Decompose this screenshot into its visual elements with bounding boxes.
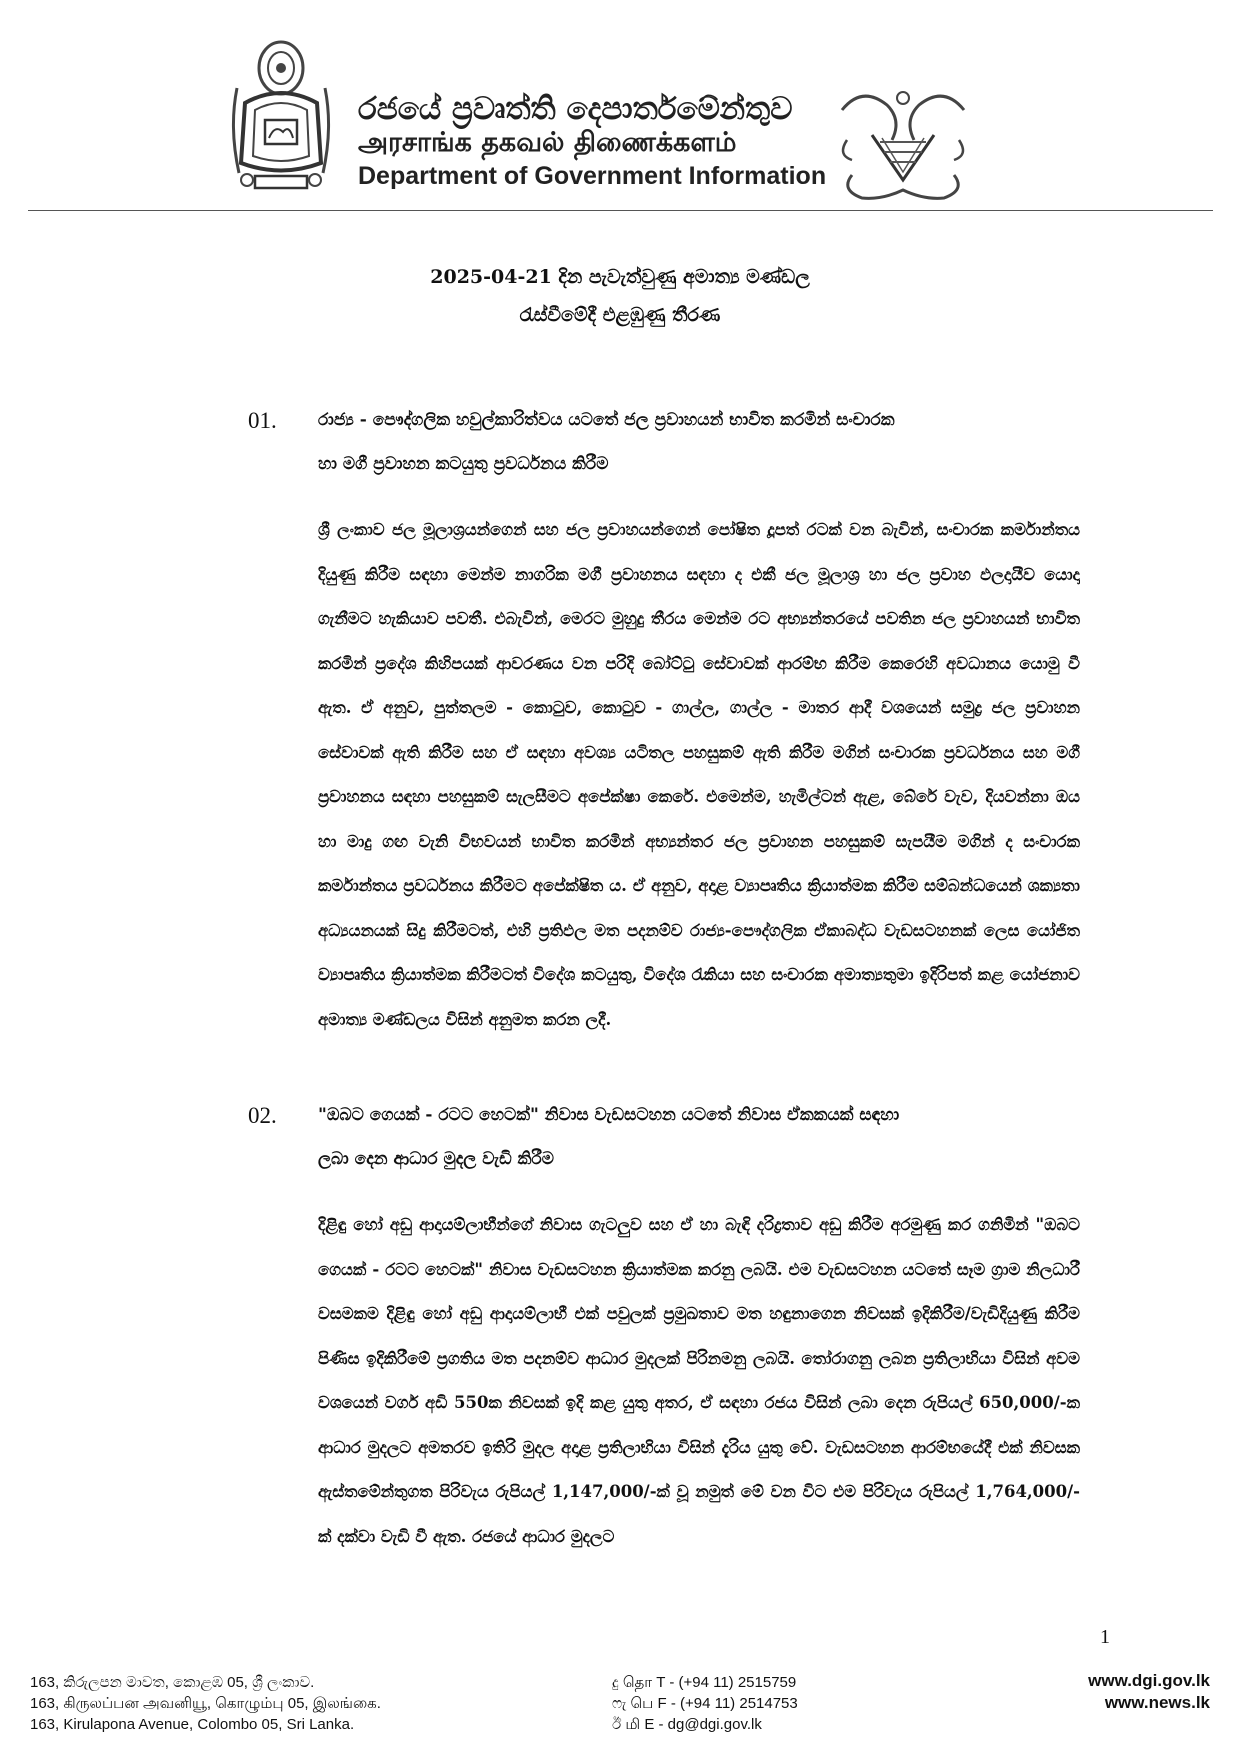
address-sinhala: 163, කිරුලපන මාවත, කොළඹ 05, ශ්‍රී ලංකාව. — [30, 1674, 315, 1691]
item-heading-line-2: හා මගී ප්‍රවාහන කටයුතු ප්‍රවර්ධනය කිරීම — [318, 454, 609, 474]
website-link[interactable]: www.news.lk — [1104, 1693, 1210, 1712]
title-line-2: රැස්වීමේදී එළඹුණු තීරණ — [519, 304, 721, 326]
item-heading-line-1: රාජ්‍ය - පෞද්ගලික හවුල්කාරිත්වය යටතේ ජල ප්‍රවාහයන් භාවිත කරමින් සංචාරක — [318, 410, 895, 430]
footer-address — [30, 1672, 510, 1735]
page-number: 1 — [1100, 1626, 1110, 1648]
footer-contacts — [612, 1672, 912, 1735]
item-heading-line-1: "ඔබට ගෙයක් - රටට හෙටක්" නිවාස වැඩසටහන යටතේ නිවාස ඒකකයක් සඳහා — [318, 1105, 900, 1125]
item-paragraph: දිළිඳු හෝ අඩු ආදායම්ලාභීන්ගේ නිවාස ගැටලුව සහ ඒ හා බැඳි දරිද්‍රතාව අඩු කිරීම අරමුණු කර ගනිමින් "ඔබට ගෙයක් - රටට හෙටක්" නිවාස වැඩසටහන ක්‍රියාත්මක කරනු ලබයි. එම වැඩසටහන යටතේ සෑම ග්‍රාම නිලධාරී වසමකම දිළිඳු හෝ අඩු ආදායම්ලාභී එක් පවුලක් ප්‍රමුඛතාව මත හඳුනාගෙන නිවසක් ඉදිකිරීම/වැඩිදියුණු කිරීම පිණිස ඉදිකිරීමේ ප්‍රගතිය මත පදනම්ව ආධාර මුදලක් පිරිනමනු ලබයි. තෝරාගනු ලබන ප්‍රතිලාභියා විසින් අවම වශයෙන් වර්ග අඩි 550ක නිවසක් ඉදි කළ යුතු අතර, ඒ සඳහා රජය විසින් ලබා දෙන රුපියල් 650,000/-ක ආධාර මුදලට අමතරව ඉතිරි මුදල අදාළ ප්‍රතිලාභියා විසින් දැරිය යුතු වේ. වැඩසටහන ආරම්භයේදී එක් නිවසක ඇස්තමේන්තුගත පිරිවැය රුපියල් 1,147,000/-ක් වූ නමුත් මේ වන විට එම පිරිවැය රුපියල් 1,764,000/-ක් දක්වා වැඩි වී ඇත. රජයේ ආධාර මුදලට — [318, 1215, 1080, 1546]
footer — [0, 1660, 1240, 1754]
website-link[interactable]: www.dgi.gov.lk — [1088, 1671, 1210, 1690]
letterhead — [0, 0, 1240, 215]
department-name-block — [358, 92, 828, 192]
item-number: 02. — [248, 1103, 277, 1128]
document-title — [300, 258, 940, 334]
department-name-english: Department of Government Information — [358, 162, 827, 190]
header-divider — [28, 210, 1213, 211]
item-heading-line-2: ලබා දෙන ආධාර මුදල වැඩි කිරීම — [318, 1149, 554, 1169]
address-english: 163, Kirulapona Avenue, Colombo 05, Sri Lanka. — [30, 1716, 355, 1733]
footer-websites — [1000, 1670, 1210, 1714]
decorative-ornament-icon — [832, 80, 974, 205]
phone-number: දු தொ T - (+94 11) 2515759 — [612, 1674, 797, 1691]
email-address[interactable]: ඊ மி E - dg@dgi.gov.lk — [612, 1716, 762, 1733]
department-name-tamil: அரசாங்க தகவல் திணைக்களம் — [358, 127, 737, 158]
department-name-sinhala: රජයේ ප්‍රවෘත්ති දෙපාර්තමේන්තුව — [358, 91, 793, 127]
item-paragraph: ශ්‍රී ලංකාව ජල මූලාශ්‍රයන්ගෙන් සහ ජල ප්‍රවාහයන්ගෙන් පෝෂිත දූපත් රටක් වන බැවින්, සංචාරක කර්මාන්තය දියුණු කිරීම සඳහා මෙන්ම නාගරික මගී ප්‍රවාහනය සඳහා ද එකී ජල මූලාශ්‍ර හා ජල ප්‍රවාහ ඵලදායීව යොදා ගැනීමට හැකියාව පවතී. එබැවින්, මෙරට මුහුදු තීරය මෙන්ම රට අභ්‍යන්තරයේ පවතින ජල ප්‍රවාහයන් භාවිත කරමින් ප්‍රදේශ කිහිපයක් ආවරණය වන පරිදි බෝට්ටු සේවාවක් ආරම්භ කිරීම කෙරෙහි අවධානය යොමු වී ඇත. ඒ අනුව, පුත්තලම - කොටුව, කොටුව - ගාල්ල, ගාල්ල - මාතර ආදී වශයෙන් සමුද්‍ර ජල ප්‍රවාහන සේවාවක් ඇති කිරීම සහ ඒ සඳහා අවශ්‍ය යටිතල පහසුකම් ඇති කිරීම මගින් සංචාරක ප්‍රවර්ධනය සහ මගී ප්‍රවාහනය සඳහා පහසුකම් සැලසීමට අපේක්ෂා කෙරේ. එමෙන්ම, හැමිල්ටන් ඇළ, බේරේ වැව, දියවන්නා ඔය හා මාදු ගඟ වැනි විභවයන් භාවිත කරමින් අභ්‍යන්තර ජල ප්‍රවාහන පහසුකම් සැපයීම මගින් ද සංචාරක කර්මාන්තය ප්‍රවර්ධනය කිරීමට අපේක්ෂිත ය. ඒ අනුව, අදාළ ව්‍යාපෘතිය ක්‍රියාත්මක කිරීම සම්බන්ධයෙන් ශක්‍යතා අධ්‍යයනයක් සිදු කිරීමටත්, එහි ප්‍රතිඵල මත පදනම්ව රාජ්‍ය-පෞද්ගලික ඒකාබද්ධ වැඩසටහනක් ලෙස යෝජිත ව්‍යාපෘතිය ක්‍රියාත්මක කිරීමටත් විදේශ කටයුතු, විදේශ රැකියා සහ සංචාරක අමාත්‍යතුමා ඉදිරිපත් කළ යෝජනාව අමාත්‍ය මණ්ඩලය විසින් අනුමත කරන ලදී. — [318, 520, 1080, 1029]
address-tamil: 163, கிருலப்பன அவனியூ, கொழும்பு 05, இலங்கை. — [30, 1695, 381, 1712]
item-heading — [318, 1093, 1088, 1181]
item-heading — [318, 398, 1088, 486]
title-line-1: 2025-04-21 දින පැවැත්වුණු අමාත්‍ය මණ්ඩල — [430, 266, 810, 288]
sri-lanka-emblem-icon — [225, 28, 337, 198]
fax-number: ෆැ பெ F - (+94 11) 2514753 — [612, 1695, 798, 1712]
item-number: 01. — [248, 408, 277, 433]
